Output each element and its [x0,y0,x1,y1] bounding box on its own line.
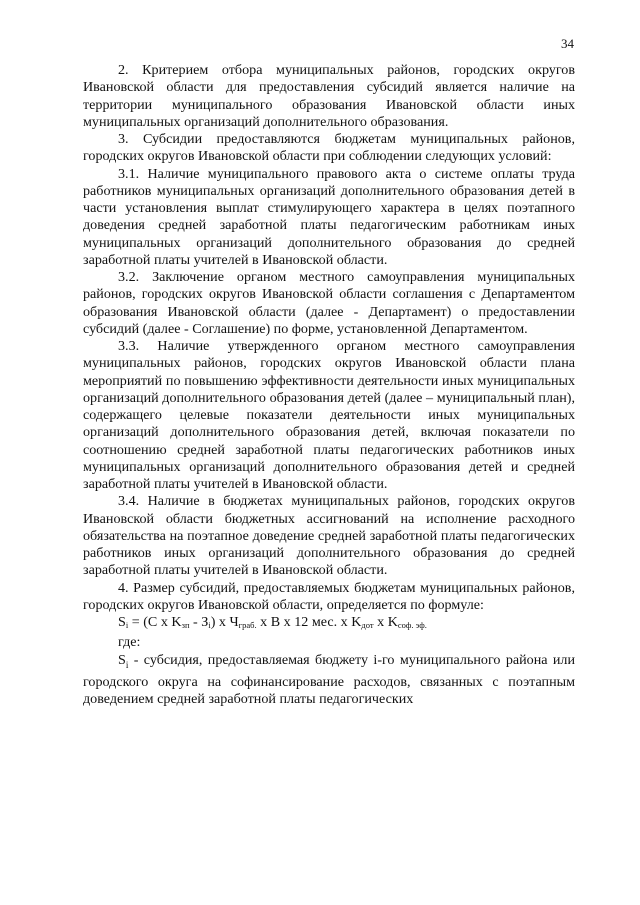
paragraph-3-2: 3.2. Заключение органом местного самоуправления муниципальных районов, городских округов Ивановской области соглашения с Департаментом образования Ивановской области (далее - Департамент) о предоставлении субсидий (далее - Соглашение) по форме, установленной Департаментом. [83,269,575,337]
document-body [83,62,575,708]
where-label: где: [118,634,141,651]
paragraph-3: 3. Субсидии предоставляются бюджетам муниципальных районов, городских округов Ивановской области при соблюдении следующих условий: [83,131,575,165]
page-number: 34 [561,36,574,51]
paragraph-4: 4. Размер субсидий, предоставляемых бюджетам муниципальных районов, городских округов Ивановской области, определяется по формуле: [83,579,575,613]
paragraph-3-4: 3.4. Наличие в бюджетах муниципальных районов, городских округов Ивановской области бюджетных ассигнований на исполнение расходного обязательства на поэтапное доведение средней заработной платы педагогических работников иных организаций дополнительного образования до средней заработной платы учителей в Ивановской области. [83,493,575,579]
formula: $S_i = (C$ x $K_{зп} - З_i$) x $Ч_{граб.}$ x B x 12 мес. x $K_{дот}$ x $K_{соф. эф.}$ [118,614,427,630]
paragraph-3-3: 3.3. Наличие утвержденного органом местного самоуправления муниципальных районов, городских округов Ивановской области плана мероприятий по повышению эффективности деятельности иных муниципальных организаций дополнительного образования детей (далее – муниципальный план), содержащего целевые показатели деятельности иных муниципальных организаций дополнительного образования детей, включая показатели по соотношению средней заработной платы педагогических работников иных муниципальных организаций дополнительного образования детей и средней заработной платы учителей в Ивановской области. [83,338,575,492]
paragraph-2: 2. Критерием отбора муниципальных районов, городских округов Ивановской области для предоставления субсидий является наличие на территории муниципального образования Ивановской области иных муниципальных организаций дополнительного образования. [83,62,575,130]
si-definition: $S_i$ - субсидия, предоставляемая бюджету i-го муниципального района или городского округа на софинансирование расходов, связанных с поэтапным доведением средней заработной платы педагогических [83,651,575,707]
paragraph-3-1: 3.1. Наличие муниципального правового акта о системе оплаты труда работников муниципальных организаций дополнительного образования детей в части установления выплат стимулирующего характера в целях поэтапного доведения средней заработной платы педагогическим работникам иных муниципальных организаций дополнительного образования до средней заработной платы учителей в Ивановской области. [83,165,575,268]
